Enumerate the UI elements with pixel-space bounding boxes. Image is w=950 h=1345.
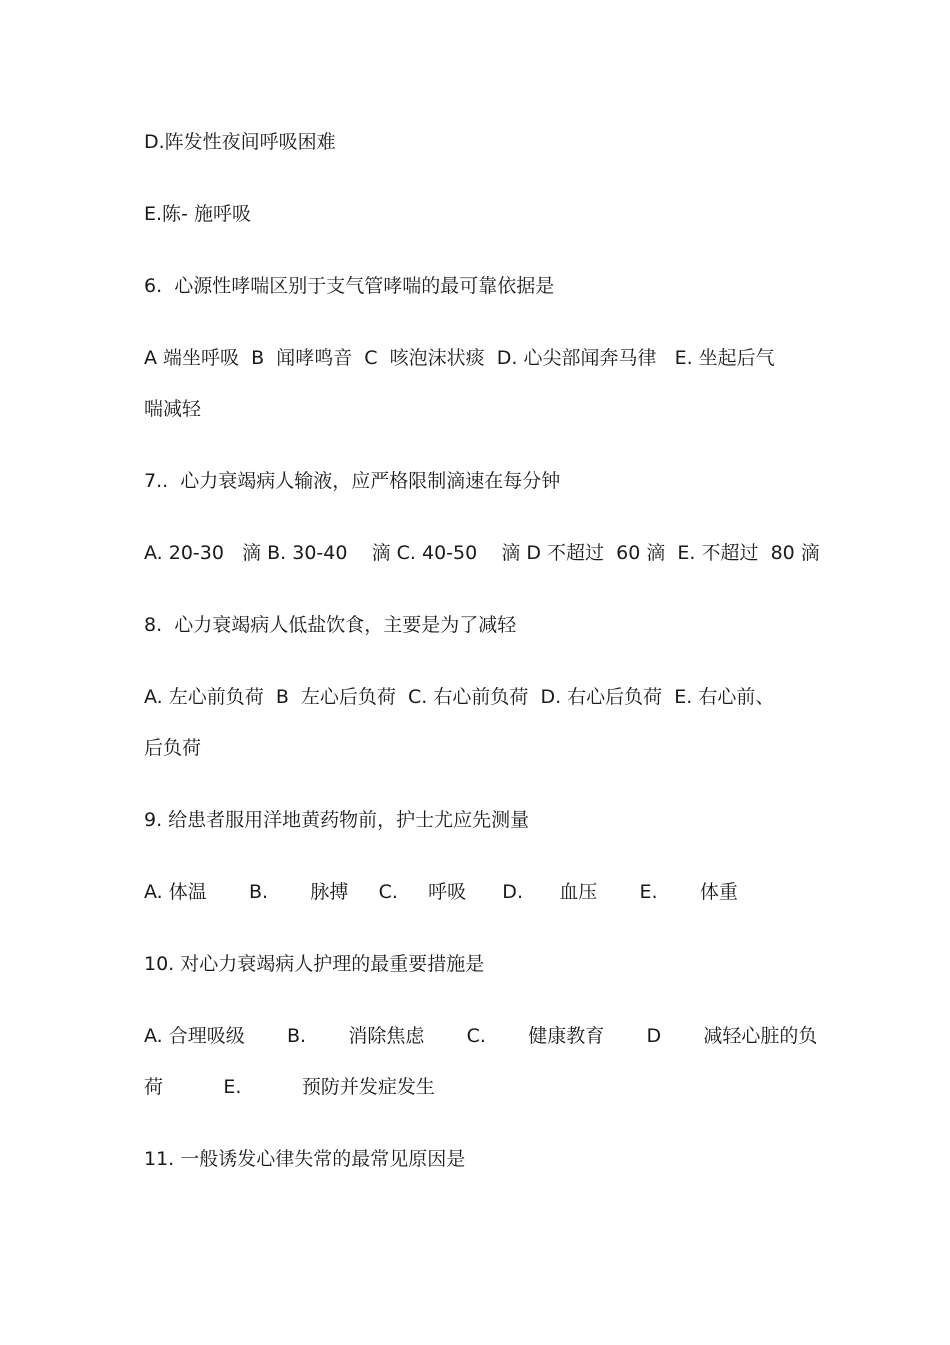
question-8-options: A. 左心前负荷 B 左心后负荷 C. 右心前负荷 D. 右心后负荷 E. 右心前、 bbox=[144, 686, 775, 708]
question-7-options: A. 20-30 滴 B. 30-40 滴 C. 40-50 滴 D 不超过 60 滴 E. 不超过 80 滴 bbox=[144, 542, 820, 564]
question-8: 8. 心力衰竭病人低盐饮食，主要是为了减轻 bbox=[144, 614, 517, 636]
question-6: 6. 心源性哮喘区别于支气管哮喘的最可靠依据是 bbox=[144, 275, 555, 297]
question-7: 7.. 心力衰竭病人输液，应严格限制滴速在每分钟 bbox=[144, 470, 561, 492]
question-11: 11. 一般诱发心律失常的最常见原因是 bbox=[144, 1148, 466, 1170]
question-10-options-continued: 荷 E. 预防并发症发生 bbox=[144, 1076, 435, 1098]
question-6-options: A 端坐呼吸 B 闻哮鸣音 C 咳泡沫状痰 D. 心尖部闻奔马律 E. 坐起后气 bbox=[144, 347, 775, 369]
option-e-cheyne-stokes: E.陈- 施呼吸 bbox=[144, 203, 251, 225]
question-6-options-continued: 喘减轻 bbox=[144, 398, 202, 420]
question-10: 10. 对心力衰竭病人护理的最重要措施是 bbox=[144, 953, 485, 975]
question-10-options: A. 合理吸级 B. 消除焦虑 C. 健康教育 D 减轻心脏的负 bbox=[144, 1025, 818, 1047]
option-d-paroxysmal-dyspnea: D.阵发性夜间呼吸困难 bbox=[144, 131, 336, 153]
question-8-options-continued: 后负荷 bbox=[144, 737, 202, 759]
question-9: 9. 给患者服用洋地黄药物前，护士尤应先测量 bbox=[144, 809, 530, 831]
question-9-options: A. 体温 B. 脉搏 C. 呼吸 D. 血压 E. 体重 bbox=[144, 881, 738, 903]
